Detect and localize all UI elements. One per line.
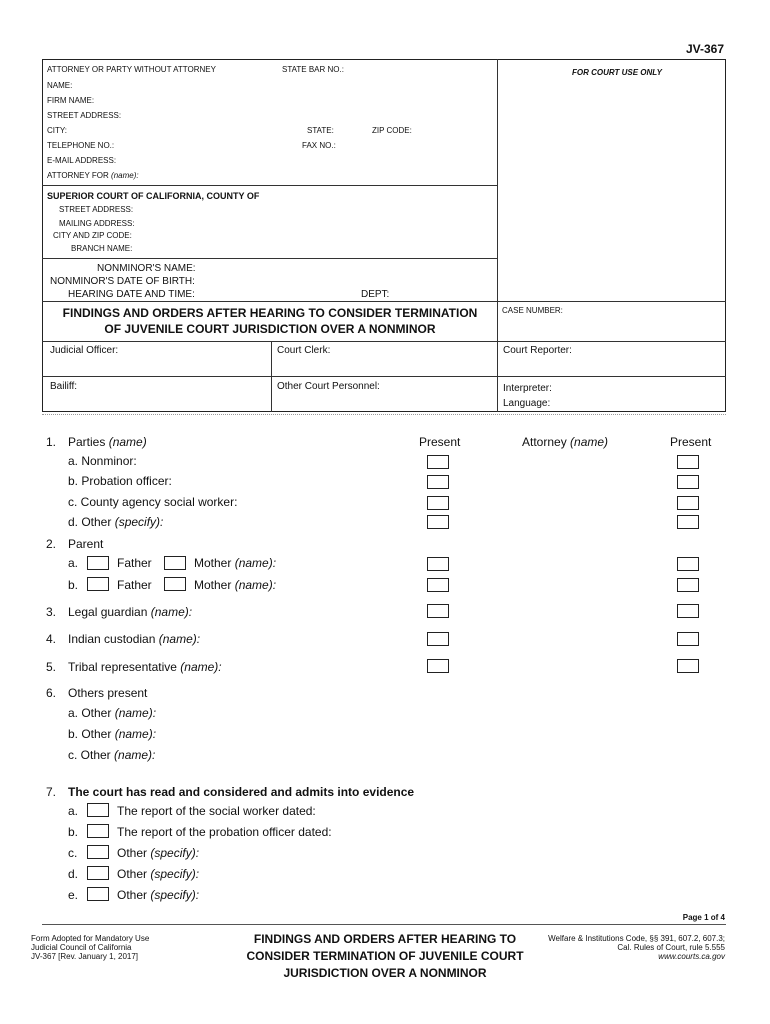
- guardian-attorney-present-checkbox[interactable]: [677, 604, 699, 618]
- evidence-other-specify: (specify):: [150, 888, 200, 902]
- evidence-a-letter: a.: [68, 804, 79, 818]
- custodian-name: (name):: [158, 632, 201, 646]
- court-reporter-field[interactable]: Court Reporter:: [503, 345, 572, 356]
- attorney-header: [522, 435, 608, 449]
- judicial-officer-field[interactable]: Judicial Officer:: [50, 345, 119, 356]
- custodian-attorney-present-checkbox[interactable]: [677, 632, 699, 646]
- social-worker-row-label: c. County agency social worker:: [68, 495, 238, 509]
- tribal-present-checkbox[interactable]: [427, 659, 449, 673]
- evidence-c-letter: c.: [68, 846, 78, 860]
- parent-b-father-checkbox[interactable]: [87, 577, 109, 591]
- tribal-attorney-present-checkbox[interactable]: [677, 659, 699, 673]
- parent-b-father-label: Father: [117, 578, 152, 592]
- language-field[interactable]: Language:: [503, 398, 551, 409]
- divider: [42, 376, 726, 377]
- hearing-date-field[interactable]: HEARING DATE AND TIME:: [68, 289, 195, 300]
- evidence-other-label: Other: [117, 846, 148, 860]
- court-branch-field[interactable]: BRANCH NAME:: [71, 244, 133, 253]
- evidence-other-label: Other: [117, 867, 148, 881]
- parent-a-mother-checkbox[interactable]: [164, 556, 186, 570]
- present2-header: Present: [670, 435, 712, 449]
- parent-b-letter: b.: [68, 578, 79, 592]
- evidence-b-letter: b.: [68, 825, 79, 839]
- other-party-attorney-present-checkbox[interactable]: [677, 515, 699, 529]
- divider: [42, 301, 726, 302]
- dept-field[interactable]: DEPT:: [361, 289, 390, 300]
- nonminor-name-field[interactable]: NONMINOR'S NAME:: [97, 263, 196, 274]
- divider: [42, 185, 498, 186]
- guardian-present-checkbox[interactable]: [427, 604, 449, 618]
- court-city-field[interactable]: CITY AND ZIP CODE:: [53, 231, 132, 240]
- tribal-label: Tribal representative: [68, 660, 177, 674]
- attorney-for-field[interactable]: [47, 171, 139, 180]
- footer-website-link[interactable]: www.courts.ca.gov: [658, 952, 725, 961]
- court-use-label: FOR COURT USE ONLY: [572, 68, 662, 77]
- mother-label: Mother: [194, 556, 232, 570]
- bailiff-field[interactable]: Bailiff:: [50, 381, 78, 392]
- section-rule: [42, 414, 726, 415]
- other-b-row-label: [68, 727, 156, 741]
- other-party-specify: (specify):: [114, 515, 164, 529]
- mother-label: Mother: [194, 578, 232, 592]
- footer-adopted-3: JV-367 [Rev. January 1, 2017]: [31, 952, 139, 961]
- mother-name: (name):: [234, 578, 277, 592]
- mother-name: (name):: [234, 556, 277, 570]
- evidence-heading: The court has read and considered and admits into evidence: [68, 785, 415, 799]
- divider: [42, 341, 726, 342]
- evidence-b-text: The report of the probation officer dated:: [117, 825, 332, 839]
- state-field[interactable]: STATE:: [307, 126, 334, 135]
- evidence-other-specify: (specify):: [150, 867, 200, 881]
- guardian-row-label: [68, 605, 192, 619]
- custodian-row-label: [68, 632, 200, 646]
- parent-a-present-checkbox[interactable]: [427, 557, 449, 571]
- name-field[interactable]: NAME:: [47, 81, 73, 90]
- custodian-label: Indian custodian: [68, 632, 156, 646]
- parties-label: Parties: [68, 435, 106, 449]
- other-a-row-label: [68, 706, 156, 720]
- email-field[interactable]: E-MAIL ADDRESS:: [47, 156, 117, 165]
- zip-field[interactable]: ZIP CODE:: [372, 126, 412, 135]
- street-field[interactable]: STREET ADDRESS:: [47, 111, 122, 120]
- court-title: SUPERIOR COURT OF CALIFORNIA, COUNTY OF: [47, 191, 260, 201]
- parent-b-mother-label: [194, 578, 276, 592]
- other-a-label: a. Other: [68, 706, 112, 720]
- evidence-c-text: [117, 846, 199, 860]
- item-4-number: 4.: [46, 632, 57, 646]
- probation-row-label: b. Probation officer:: [68, 474, 172, 488]
- evidence-a-text: The report of the social worker dated:: [117, 804, 316, 818]
- parent-b-present-checkbox[interactable]: [427, 578, 449, 592]
- evidence-e-checkbox[interactable]: [87, 887, 109, 901]
- probation-present-checkbox[interactable]: [427, 475, 449, 489]
- others-present-heading: Others present: [68, 686, 148, 700]
- interpreter-field[interactable]: Interpreter:: [503, 383, 552, 394]
- attorney-for-label: ATTORNEY FOR: [47, 171, 109, 180]
- other-c-label: c. Other: [68, 748, 111, 762]
- other-c-row-label: [68, 748, 155, 762]
- footer-ref-2: Cal. Rules of Court, rule 5.555: [617, 943, 725, 952]
- parent-a-father-label: Father: [117, 556, 152, 570]
- tribal-name: (name):: [180, 660, 222, 674]
- nonminor-attorney-present-checkbox[interactable]: [677, 455, 699, 469]
- footer-ref-1: Welfare & Institutions Code, §§ 391, 607.2, 607.3;: [548, 934, 725, 943]
- evidence-a-checkbox[interactable]: [87, 803, 109, 817]
- present-header: Present: [419, 435, 461, 449]
- header-frame: [42, 59, 726, 412]
- custodian-present-checkbox[interactable]: [427, 632, 449, 646]
- social-worker-present-checkbox[interactable]: [427, 496, 449, 510]
- other-party-present-checkbox[interactable]: [427, 515, 449, 529]
- item-3-number: 3.: [46, 605, 57, 619]
- parent-a-father-checkbox[interactable]: [87, 556, 109, 570]
- item-1-number: 1.: [46, 435, 57, 449]
- evidence-other-label: Other: [117, 888, 148, 902]
- guardian-label: Legal guardian: [68, 605, 148, 619]
- guardian-name: (name):: [150, 605, 193, 619]
- other-party-label: d. Other: [68, 515, 112, 529]
- attorney-for-name: (name):: [111, 171, 139, 180]
- other-b-label: b. Other: [68, 727, 112, 741]
- item-6-number: 6.: [46, 686, 57, 700]
- nonminor-present-checkbox[interactable]: [427, 455, 449, 469]
- city-field[interactable]: CITY:: [47, 126, 68, 135]
- parent-a-letter: a.: [68, 556, 79, 570]
- nonminor-row-label: a. Nonminor:: [68, 454, 137, 468]
- attorney-header-label: Attorney: [522, 435, 567, 449]
- item-5-number: 5.: [46, 660, 57, 674]
- footer-title-3: JURISDICTION OVER A NONMINOR: [283, 966, 487, 980]
- page-number: Page 1 of 4: [682, 913, 725, 922]
- firm-field[interactable]: FIRM NAME:: [47, 96, 95, 105]
- footer-title-2: CONSIDER TERMINATION OF JUVENILE COURT: [246, 949, 524, 963]
- tribal-row-label: [68, 660, 222, 674]
- form-title-line1: FINDINGS AND ORDERS AFTER HEARING TO CONSIDER TERMINATION: [62, 306, 478, 320]
- form-title-line2: OF JUVENILE COURT JURISDICTION OVER A NONMINOR: [104, 322, 436, 336]
- evidence-d-checkbox[interactable]: [87, 866, 109, 880]
- probation-attorney-present-checkbox[interactable]: [677, 475, 699, 489]
- telephone-field[interactable]: TELEPHONE NO.:: [47, 141, 115, 150]
- footer-title-1: FINDINGS AND ORDERS AFTER HEARING TO: [253, 932, 517, 946]
- other-b-name: (name):: [114, 727, 157, 741]
- court-clerk-field[interactable]: Court Clerk:: [277, 345, 331, 356]
- evidence-d-letter: d.: [68, 867, 79, 881]
- other-party-row-label: [68, 515, 163, 529]
- parent-b-attorney-present-checkbox[interactable]: [677, 578, 699, 592]
- court-mailing-field[interactable]: MAILING ADDRESS:: [59, 219, 135, 228]
- evidence-e-letter: e.: [68, 888, 79, 902]
- nonminor-dob-field[interactable]: NONMINOR'S DATE OF BIRTH:: [50, 276, 195, 287]
- evidence-e-text: [117, 888, 199, 902]
- social-worker-attorney-present-checkbox[interactable]: [677, 496, 699, 510]
- evidence-other-specify: (specify):: [150, 846, 200, 860]
- other-personnel-field[interactable]: Other Court Personnel:: [277, 381, 380, 392]
- other-a-name: (name):: [114, 706, 157, 720]
- attorney-label: ATTORNEY OR PARTY WITHOUT ATTORNEY: [47, 65, 216, 74]
- evidence-c-checkbox[interactable]: [87, 845, 109, 859]
- parent-b-mother-checkbox[interactable]: [164, 577, 186, 591]
- divider: [42, 258, 498, 259]
- parent-heading: Parent: [68, 537, 104, 551]
- court-use-divider: [497, 59, 498, 301]
- fax-field[interactable]: FAX NO.:: [302, 141, 336, 150]
- attorney-header-name: (name): [570, 435, 609, 449]
- parties-heading: [68, 435, 147, 449]
- evidence-b-checkbox[interactable]: [87, 824, 109, 838]
- footer-adopted-2: Judicial Council of California: [31, 943, 132, 952]
- state-bar-label: STATE BAR NO.:: [282, 65, 344, 74]
- item-7-number: 7.: [46, 785, 57, 799]
- parent-a-mother-label: [194, 556, 276, 570]
- court-street-field[interactable]: STREET ADDRESS:: [59, 205, 134, 214]
- footer-adopted-1: Form Adopted for Mandatory Use: [31, 934, 150, 943]
- form-id: JV-367: [686, 42, 725, 56]
- parent-a-attorney-present-checkbox[interactable]: [677, 557, 699, 571]
- other-c-name: (name):: [114, 748, 156, 762]
- evidence-d-text: [117, 867, 199, 881]
- parties-name: (name): [108, 435, 147, 449]
- footer-rule: [42, 924, 726, 925]
- case-number-field[interactable]: CASE NUMBER:: [502, 306, 563, 315]
- item-2-number: 2.: [46, 537, 57, 551]
